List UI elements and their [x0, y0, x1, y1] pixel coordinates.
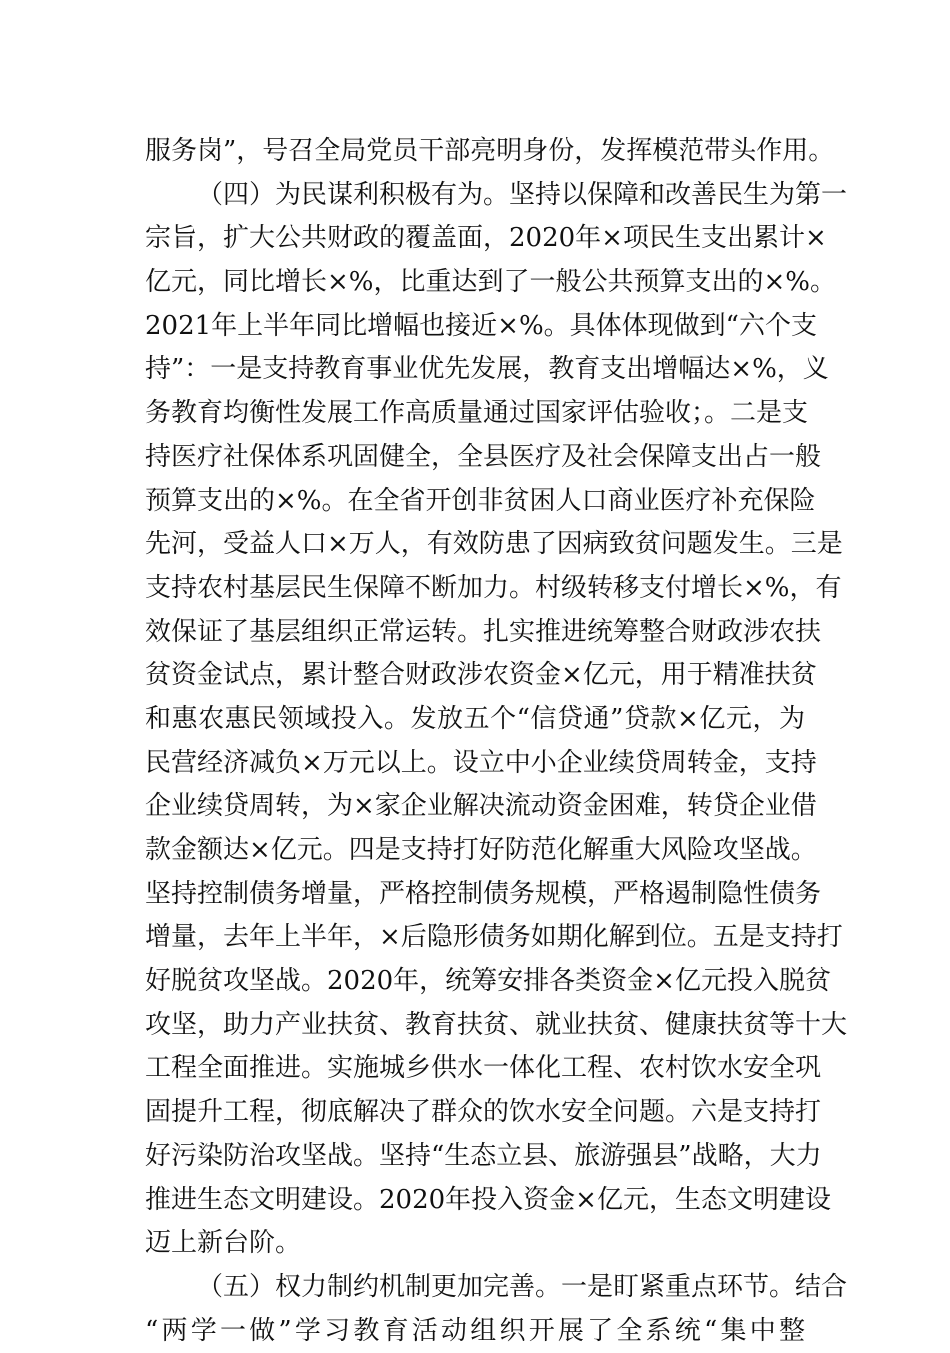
- text-line: 增量，去年上半年，×后隐形债务如期化解到位。五是支持打: [145, 922, 843, 953]
- text-line: 预算支出的×%。在全省开创非贫困人口商业医疗补充保险: [145, 485, 816, 516]
- text-line: 2021年上半年同比增幅也接近×%。具体体现做到“六个支: [145, 310, 817, 341]
- text-line: 和惠农惠民领域投入。发放五个“信贷通”贷款×亿元，为: [145, 703, 805, 734]
- body-text: [145, 130, 848, 1353]
- text-line: 固提升工程，彻底解决了群众的饮水安全问题。六是支持打: [145, 1097, 822, 1128]
- paragraph-heading-line: （五）权力制约机制更加完善。一是盯紧重点环节。结合: [197, 1271, 848, 1302]
- text-line: 亿元，同比增长×%，比重达到了一般公共预算支出的×%。: [145, 267, 836, 298]
- text-line: 工程全面推进。实施城乡供水一体化工程、农村饮水安全巩: [145, 1053, 822, 1084]
- text-line: “两学一做”学习教育活动组织开展了全系统“集中整: [145, 1315, 805, 1346]
- text-line: 款金额达×亿元。四是支持打好防范化解重大风险攻坚战。: [145, 835, 817, 865]
- text-line: 持”：一是支持教育事业优先发展，教育支出增幅达×%，义: [145, 354, 829, 385]
- text-line: 效保证了基层组织正常运转。扎实推进统筹整合财政涉农扶: [145, 616, 822, 647]
- text-line: 民营经济减负×万元以上。设立中小企业续贷周转金，支持: [145, 747, 817, 778]
- text-line: 持医疗社保体系巩固健全，全县医疗及社会保障支出占一般: [145, 441, 822, 472]
- text-line: 推进生态文明建设。2020年投入资金×亿元，生态文明建设: [145, 1184, 831, 1215]
- text-line: 支持农村基层民生保障不断加力。村级转移支付增长×%，有: [145, 572, 842, 603]
- text-line: 宗旨，扩大公共财政的覆盖面，2020年×项民生支出累计×: [145, 223, 827, 254]
- text-line: 坚持控制债务增量，严格控制债务规模，严格遏制隐性债务: [145, 878, 822, 909]
- text-line: 好脱贫攻坚战。2020年，统筹安排各类资金×亿元投入脱贫: [145, 966, 831, 997]
- text-line: 务教育均衡性发展工作高质量通过国家评估验收；。二是支: [145, 398, 809, 429]
- text-line: 好污染防治攻坚战。坚持“生态立县、旅游强县”战略，大力: [145, 1140, 822, 1171]
- text-line: 企业续贷周转，为×家企业解决流动资金困难，转贷企业借: [145, 791, 817, 822]
- text-line: 贫资金试点，累计整合财政涉农资金×亿元，用于精准扶贫: [145, 660, 817, 691]
- text-line: 迈上新台阶。: [145, 1228, 302, 1259]
- paragraph-heading-line: （四）为民谋利积极有为。坚持以保障和改善民生为第一: [197, 179, 848, 210]
- text-line: 服务岗”，号召全局党员干部亮明身份，发挥模范带头作用。: [145, 136, 835, 166]
- text-line: 攻坚，助力产业扶贫、教育扶贫、就业扶贫、健康扶贫等十大: [145, 1009, 848, 1040]
- text-line: 先河，受益人口×万人，有效防患了因病致贫问题发生。三是: [145, 529, 843, 560]
